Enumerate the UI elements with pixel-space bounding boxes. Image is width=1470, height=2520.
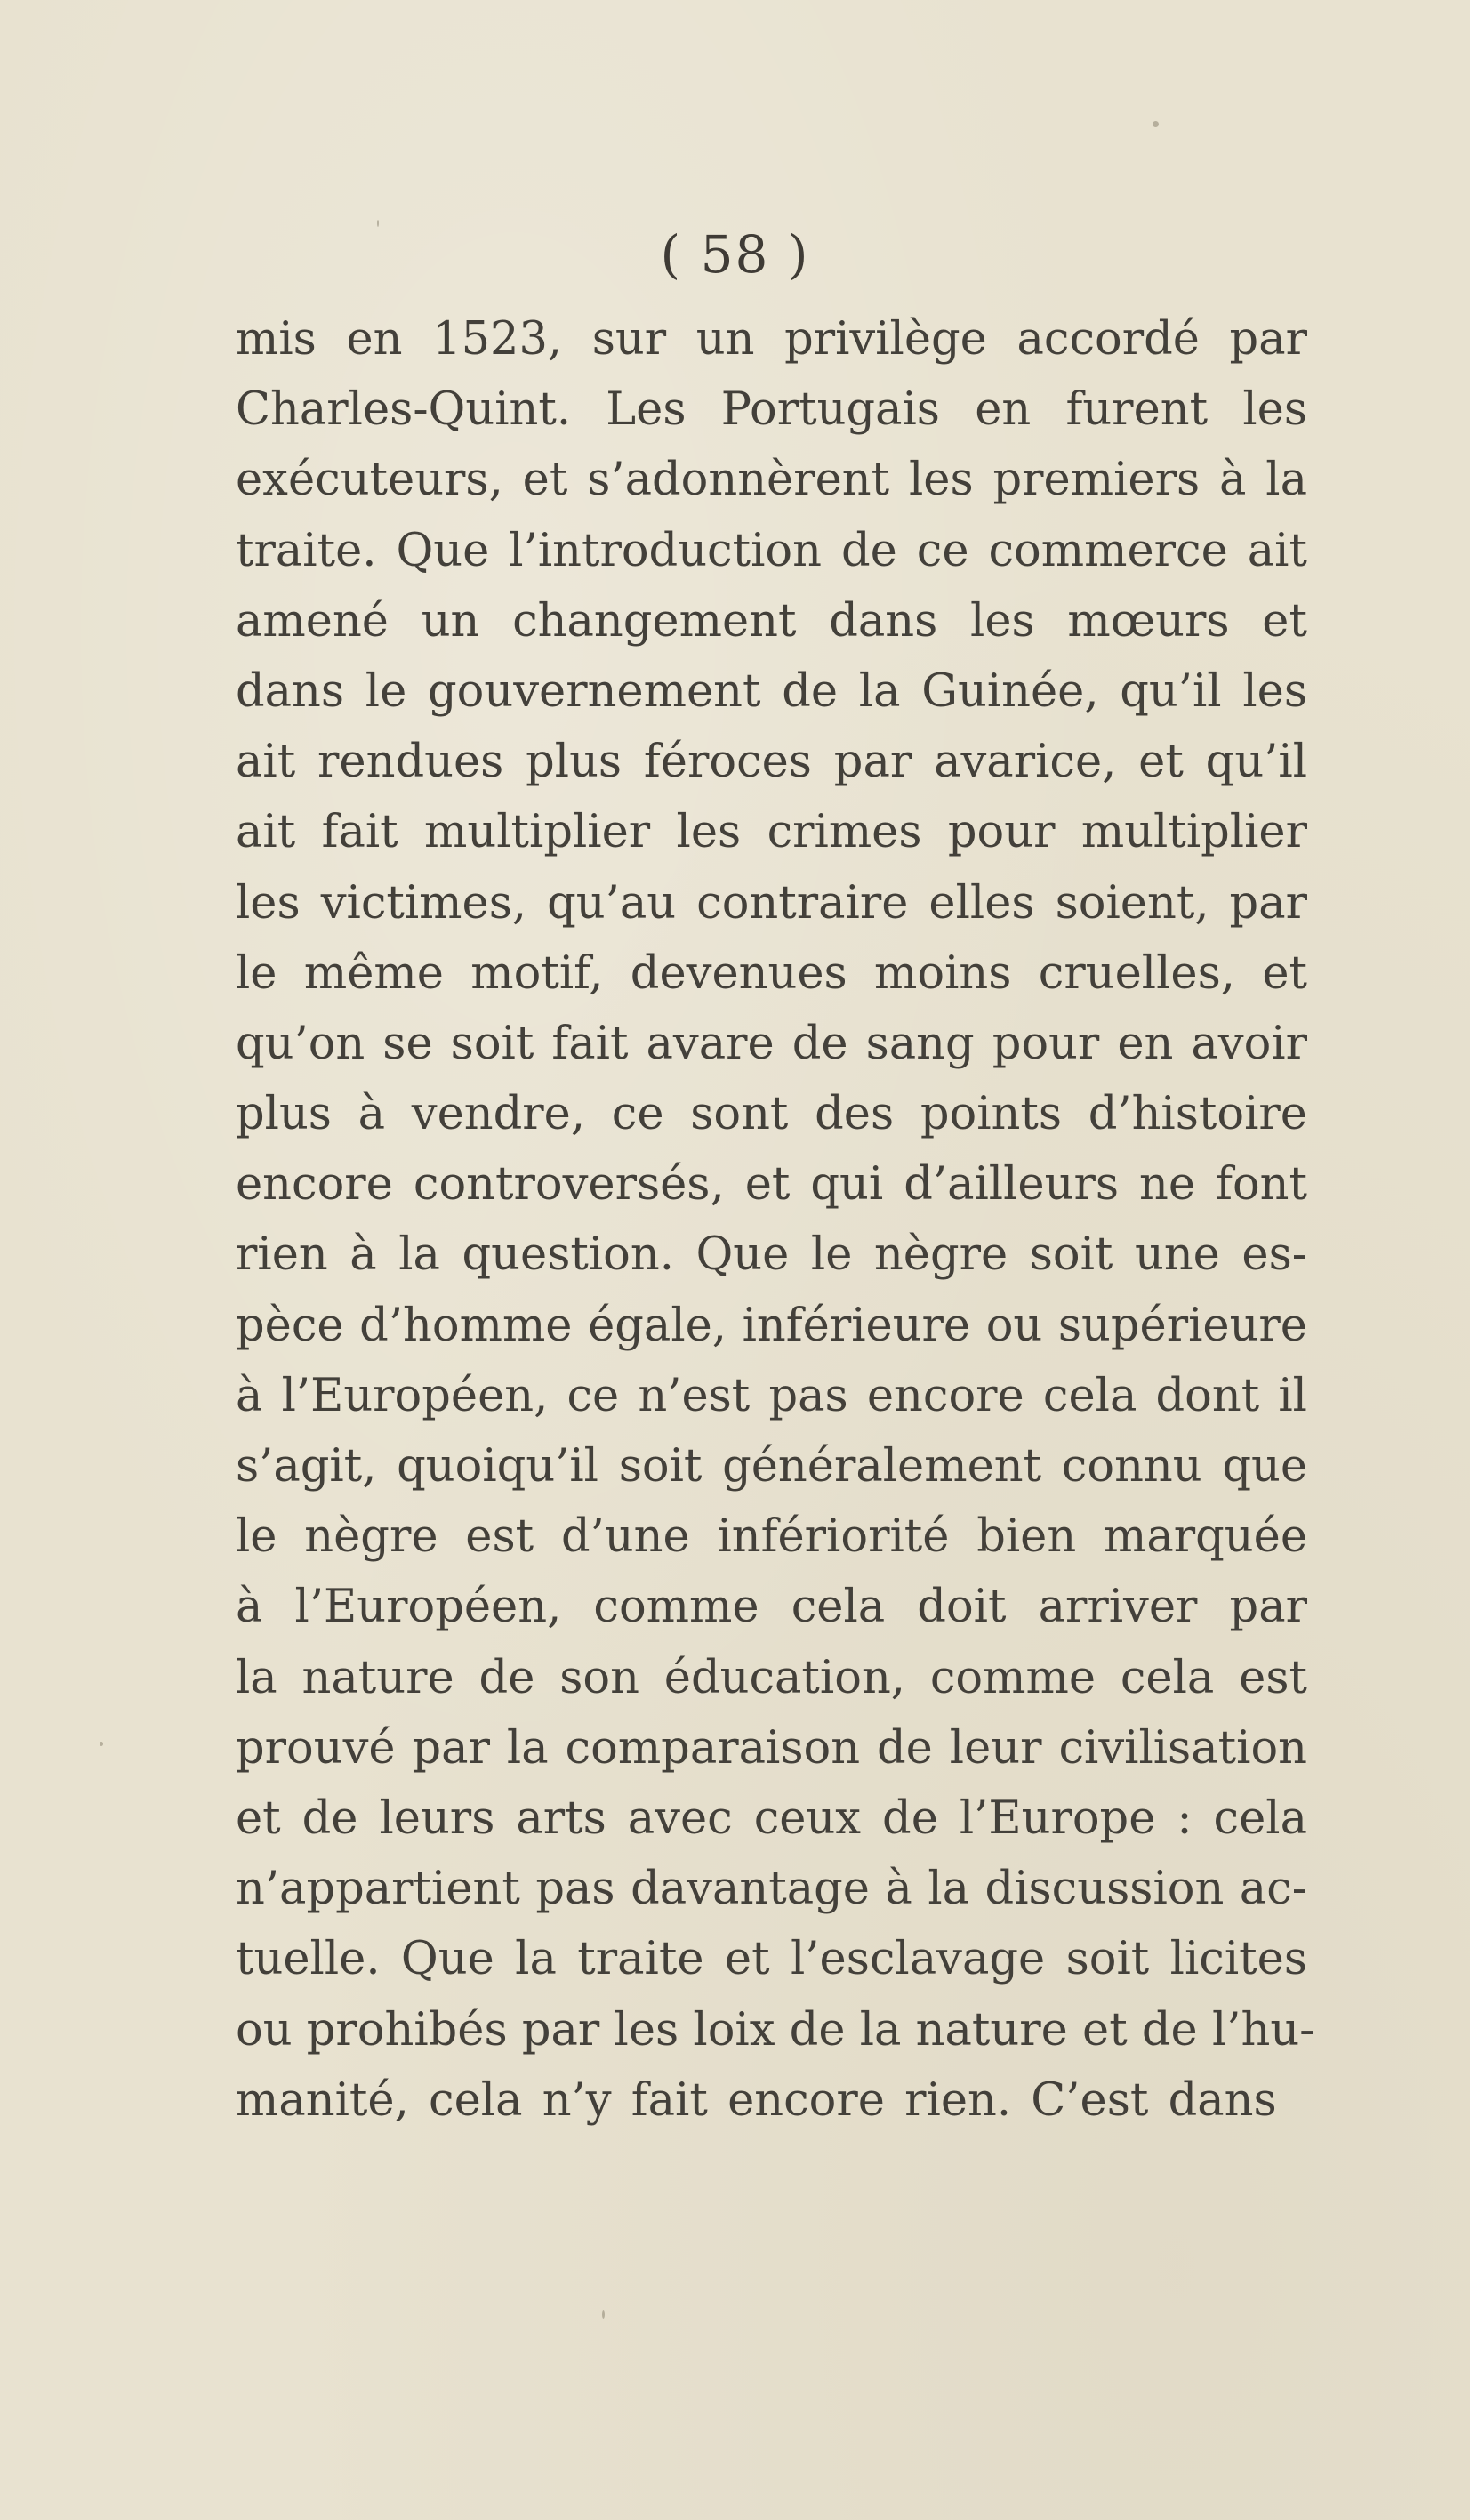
text-line: exécuteurs, et s’adonnèrent les premiers à la (236, 454, 1307, 507)
text-line: rien à la question. Que le nègre soit une es- (236, 1228, 1307, 1282)
text-line: et de leurs arts avec ceux de l’Europe : cela (236, 1791, 1307, 1845)
text-line: n’appartient pas davantage à la discussion ac- (236, 1863, 1307, 1916)
text-line: pèce d’homme égale, inférieure ou supérieure (236, 1299, 1307, 1352)
paper-speck (100, 1742, 103, 1746)
text-line: s’agit, quoiqu’il soit généralement connu que (236, 1440, 1307, 1493)
text-line: ait fait multiplier les crimes pour multiplier (236, 806, 1307, 859)
body-text (236, 304, 1315, 2136)
text-line: à l’Européen, ce n’est pas encore cela dont il (236, 1369, 1307, 1422)
text-line: prouvé par la comparaison de leur civilisation (236, 1721, 1307, 1775)
text-line: le nègre est d’une infériorité bien marquée (236, 1510, 1307, 1564)
paper-speck (602, 2310, 605, 2319)
text-line: ait rendues plus féroces par avarice, et qu’il (236, 736, 1307, 789)
text-line: plus à vendre, ce sont des points d’histoire (236, 1088, 1307, 1141)
text-line: tuelle. Que la traite et l’esclavage soit licites (236, 1933, 1307, 1986)
text-line: mis en 1523, sur un privilège accordé par (236, 313, 1307, 366)
text-line: traite. Que l’introduction de ce commerce ait (236, 524, 1307, 577)
text-line: Charles-Quint. Les Portugais en furent les (236, 383, 1307, 437)
text-line: qu’on se soit fait avare de sang pour en avoir (236, 1017, 1307, 1070)
text-line: ou prohibés par les loix de la nature et de l’hu- (236, 2003, 1315, 2057)
text-line: manité, cela n’y fait encore rien. C’est dans (236, 2073, 1277, 2127)
text-line: la nature de son éducation, comme cela est (236, 1651, 1307, 1704)
paper-speck (377, 220, 379, 227)
text-line: à l’Européen, comme cela doit arriver par (236, 1581, 1307, 1634)
paper-speck (1153, 121, 1159, 127)
text-line: encore controversés, et qui d’ailleurs ne font (236, 1158, 1307, 1212)
text-line: dans le gouvernement de la Guinée, qu’il les (236, 664, 1307, 718)
text-line: amené un changement dans les mœurs et (236, 594, 1307, 648)
text-line: le même motif, devenues moins cruelles, et (236, 946, 1307, 1000)
text-line: les victimes, qu’au contraire elles soient, par (236, 876, 1307, 930)
page-number: ( 58 ) (660, 224, 810, 285)
